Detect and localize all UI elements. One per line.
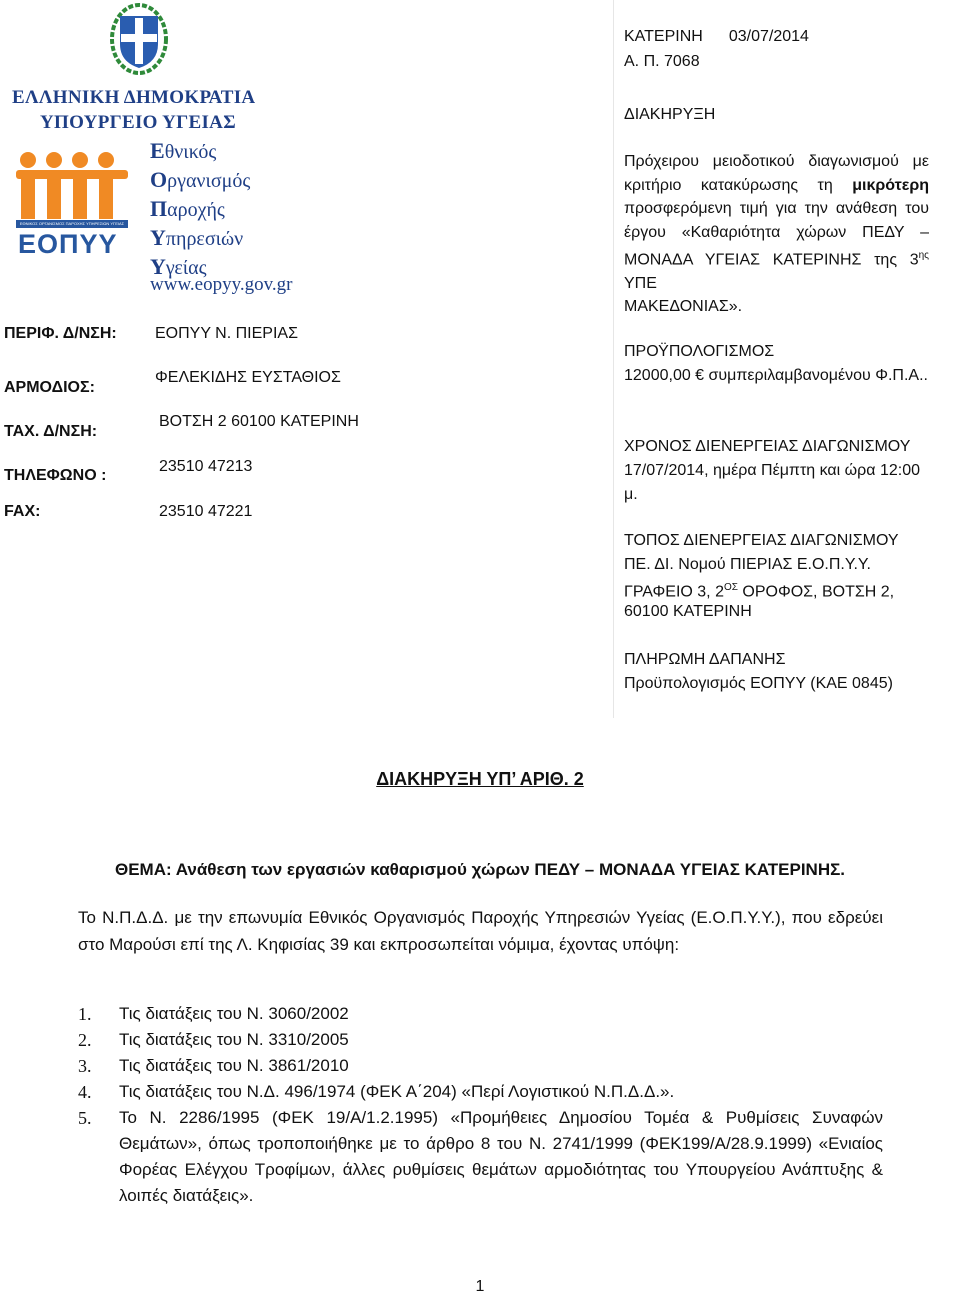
- republic-title: ΕΛΛΗΝΙΚΗ ΔΗΜΟΚΡΑΤΙΑ: [12, 87, 256, 108]
- info-label-officer: ΑΡΜΟΔΙΟΣ:: [4, 379, 95, 396]
- eopyy-acronym: ΕΟΠΥΥ: [18, 229, 118, 259]
- legal-basis-list: [78, 1001, 883, 1209]
- payment-value: Προϋπολογισμός ΕΟΠΥΥ (ΚΑΕ 0845): [624, 675, 893, 692]
- notice-protocol: Α. Π. 7068: [624, 53, 700, 70]
- info-value-dept: ΕΟΠΥΥ Ν. ΠΙΕΡΙΑΣ: [155, 325, 298, 342]
- notice-date-line: [624, 25, 929, 49]
- ministry-title: ΥΠΟΥΡΓΕΙΟ ΥΓΕΙΑΣ: [40, 112, 236, 133]
- place-label: ΤΟΠΟΣ ΔΙΕΝΕΡΓΕΙΑΣ ΔΙΑΓΩΝΙΣΜΟΥ: [624, 532, 899, 549]
- payment-label: ΠΛΗΡΩΜΗ ΔΑΠΑΝΗΣ: [624, 651, 786, 668]
- greek-emblem-icon: [110, 2, 168, 76]
- budget-value: 12000,00 € συμπεριλαμβανομένου Φ.Π.Α..: [624, 367, 928, 384]
- eopyy-logo: [14, 146, 132, 258]
- info-value-officer: ΦΕΛΕΚΙΔΗΣ ΕΥΣΤΑΘΙΟΣ: [155, 369, 341, 386]
- info-label-fax: FAX:: [4, 503, 41, 520]
- list-item: 1. Τις διατάξεις του Ν. 3060/2002: [78, 1004, 349, 1024]
- list-item: 5. Το Ν. 2286/1995 (ΦΕΚ 19/Α/1.2.1995) «Προμήθειες Δημοσίου Τομέα & Ρυθμίσεις Συναφών Θεμάτων», όπως τροποποιήθηκε με το άρθρο 8 του Ν. 2741/1999 (ΦΕΚ199/Α/28.9.1999) «Ενιαίος Φορέας Ελέγχου Τροφίμων, άλλες ρυθμίσεις θεμάτων αρμοδιότητας του Υπουργείου Ανάπτυξης & λοιπές διατάξεις».: [78, 1108, 883, 1205]
- eopyy-full-name: [150, 137, 250, 282]
- intro-paragraph: Το Ν.Π.Δ.Δ. με την επωνυμία Εθνικός Οργανισμός Παροχής Υπηρεσιών Υγείας (Ε.Ο.Π.Υ.Υ.), που εδρεύει στο Μαρούσι επί της Λ. Κηφισίας 39 και εκπροσωπείται νόμιμα, έχοντας υπόψη:: [78, 908, 883, 954]
- place-line3: 60100 ΚΑΤΕΡΙΝΗ: [624, 603, 752, 620]
- info-value-fax: 23510 47221: [159, 503, 253, 520]
- budget-label: ΠΡΟΫΠΟΛΟΓΙΣΜΟΣ: [624, 343, 775, 360]
- notice-city: ΚΑΤΕΡΙΝΗ: [624, 28, 703, 45]
- list-item: 4. Τις διατάξεις του Ν.Δ. 496/1974 (ΦΕΚ Α΄204) «Περί Λογιστικού Ν.Π.Δ.Δ.».: [78, 1082, 675, 1102]
- place-line2: ΓΡΑΦΕΙΟ 3, $2^{O\Sigma}$ ΟΡΟΦΟΣ, ΒΟΤΣΗ 2,: [624, 582, 895, 601]
- place-line1: ΠΕ. ΔΙ. Νομού ΠΙΕΡΙΑΣ Ε.Ο.Π.Υ.Υ.: [624, 556, 871, 573]
- info-value-phone: 23510 47213: [159, 458, 253, 475]
- info-label-phone: ΤΗΛΕΦΩΝΟ :: [4, 467, 107, 484]
- info-value-address: ΒΟΤΣΗ 2 60100 ΚΑΤΕΡΙΝΗ: [159, 413, 359, 430]
- notice-description: Πρόχειρου μειοδοτικού διαγωνισμού με κριτήριο κατακύρωσης τη μικρότερη προσφερόμενη τιμή για την ανάθεση του έργου «Καθαριότητα χώρων ΠΕΔΥ – ΜΟΝΑΔΑ ΥΓΕΙΑΣ ΚΑΤΕΡΙΝΗΣ της $3^{\eta\varsigma}$ ΥΠΕ ΜΑΚΕΔΟΝΙΑΣ».: [624, 153, 930, 316]
- document-title: ΔΙΑΚΗΡΥΞΗ ΥΠ’ ΑΡΙΘ. 2: [376, 769, 584, 789]
- org-word: Παροχής: [150, 196, 225, 221]
- time-label: ΧΡΟΝΟΣ ΔΙΕΝΕΡΓΕΙΑΣ ΔΙΑΓΩΝΙΣΜΟΥ: [624, 438, 911, 455]
- time-value: 17/07/2014, ημέρα Πέμπτη και ώρα 12:00 μ.: [624, 462, 921, 503]
- eopyy-band-text: ΕΘΝΙΚΟΣ ΟΡΓΑΝΙΣΜΟΣ ΠΑΡΟΧΗΣ ΥΠΗΡΕΣΙΩΝ ΥΓΕΙΑΣ: [19, 221, 125, 226]
- org-word: Οργανισμός: [150, 167, 251, 192]
- org-word: Υπηρεσιών: [150, 225, 244, 250]
- document-subject: ΘΕΜΑ: Ανάθεση των εργασιών καθαρισμού χώρων ΠΕΔΥ – ΜΟΝΑΔΑ ΥΓΕΙΑΣ ΚΑΤΕΡΙΝΗΣ.: [114, 860, 846, 879]
- notice-date: 03/07/2014: [728, 28, 809, 45]
- org-word: Υγείας: [150, 254, 207, 279]
- notice-heading: ΔΙΑΚΗΡΥΞΗ: [624, 106, 716, 123]
- eopyy-website[interactable]: www.eopyy.gov.gr: [150, 274, 293, 295]
- info-label-dept: ΠΕΡΙΦ. Δ/ΝΣΗ:: [4, 325, 117, 342]
- list-item: 3. Τις διατάξεις του Ν. 3861/2010: [78, 1056, 349, 1076]
- org-word: Εθνικός: [150, 138, 217, 163]
- list-item: 2. Τις διατάξεις του Ν. 3310/2005: [78, 1030, 349, 1050]
- info-label-address: ΤΑΧ. Δ/ΝΣΗ:: [4, 423, 98, 440]
- column-divider: [613, 0, 614, 718]
- page-number: 1: [475, 1278, 485, 1295]
